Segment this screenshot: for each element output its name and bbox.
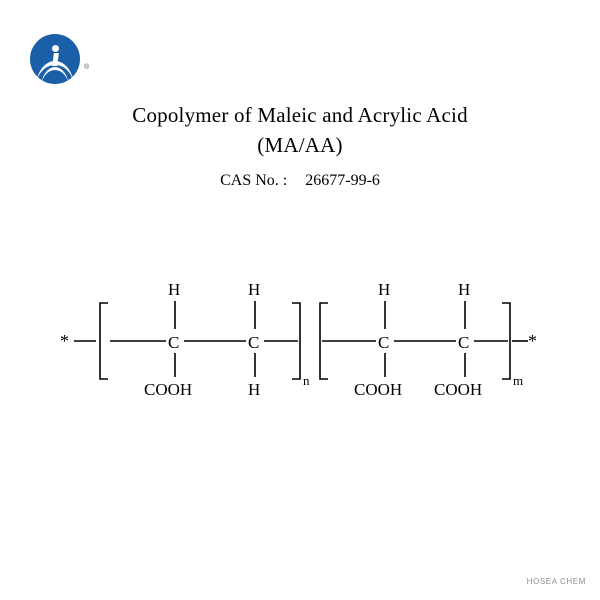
atom-c3-label: C [378, 333, 390, 352]
cas-number-row [0, 172, 600, 190]
logo-circle-icon [30, 34, 80, 84]
atom-c2-label: C [248, 333, 260, 352]
atom-h2-label: H [248, 280, 261, 299]
subscript-m-label: m [513, 373, 524, 388]
logo-dot-shape [52, 45, 59, 52]
group-cooh-1-label: COOH [144, 380, 193, 399]
registered-trademark-mark: ® [84, 64, 90, 71]
cas-value: 26677-99-6 [305, 172, 380, 189]
atom-h1-label: H [168, 280, 181, 299]
page-title [0, 100, 600, 160]
group-cooh-3-label: COOH [434, 380, 483, 399]
group-cooh-2-label: COOH [354, 380, 403, 399]
cas-label: CAS No. : [220, 172, 288, 189]
chemical-structure-diagram [60, 255, 550, 420]
page-title-line2: (MA/AA) [257, 133, 343, 157]
atom-c1-label: C [168, 333, 180, 352]
page-title-line1: Copolymer of Maleic and Acrylic Acid [132, 103, 468, 127]
atom-h3-label: H [378, 280, 391, 299]
atom-c4-label: C [458, 333, 470, 352]
right-terminal-star: * [528, 331, 537, 351]
atom-h4-label: H [458, 280, 471, 299]
left-terminal-star: * [60, 331, 69, 351]
atom-h-sub2-label: H [248, 380, 261, 399]
subscript-n-label: n [303, 373, 310, 388]
bracket-open-left [100, 303, 108, 379]
watermark-text: HOSEA CHEM [526, 577, 586, 586]
company-logo [30, 34, 90, 84]
